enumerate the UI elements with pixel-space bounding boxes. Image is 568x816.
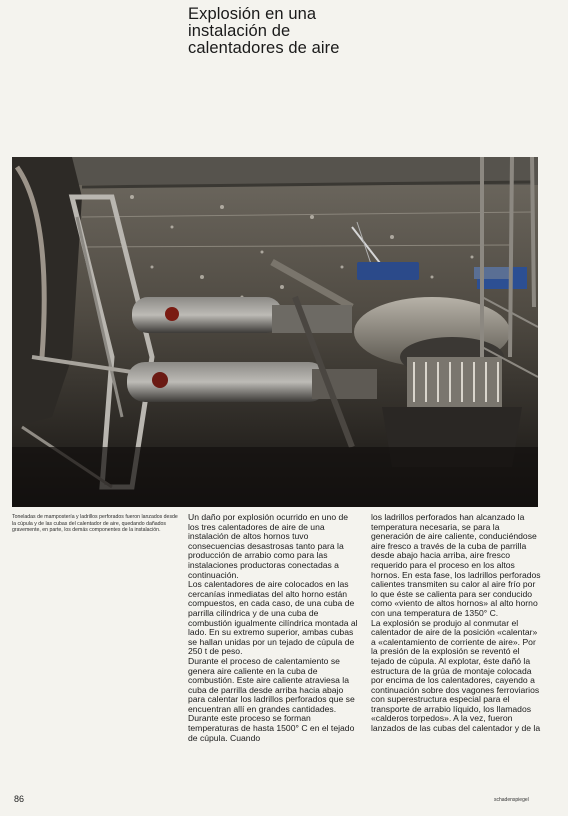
paragraph: Los calentadores de aire colocados en las cercanías inmediatas del alto horno están compuestos, en cada caso, de una cuba de parrilla cilíndrica y de una cuba de combustión igualmente cilíndrica montada al lado. En su extremo superior, ambas cubas se hallan unidas por un tejado de cúpula de 250 t de peso.: [188, 579, 358, 657]
title-line-1: Explosión en una: [188, 5, 317, 23]
paragraph: La explosión se produjo al conmutar el calentador de aire de la posición «calentar» a «calentamiento de corriente de aire». Por la presión de la explosión se reventó el tejado de cúpula. Al explotar, éste dañó la estructura de la grúa de montaje colocada por encima de los calentadores, cayendo a continuación sobre dos vagones ferroviarios con superestructura especial para el transporte de arrabio líquido, los llamados «calderos torpedos». A la vez, fueron lanzados de las cubas del calentador y de la: [371, 617, 541, 734]
title-line-2: instalación de: [188, 22, 291, 40]
article-title: [188, 6, 518, 57]
paragraph: los ladrillos perforados han alcanzado la temperatura necesaria, se para la generación de aire caliente, conduciéndose aire fresco a través de la cuba de parrilla desde abajo hacia arriba, aire fresco requerido para el proceso en los altos hornos. En esta fase, los ladrillos perforados calientes transmiten su calor al aire frío por lo que éste se calienta para ser conducido como «viento de altos hornos» al alto horno con una temperatura de 1350° C.: [371, 512, 541, 618]
title-line-3: calentadores de aire: [188, 39, 340, 57]
body-column-2: [371, 513, 543, 734]
body-column-1: [188, 513, 360, 743]
publication-credit: schadenspiegel: [494, 797, 529, 803]
paragraph: Durante el proceso de calentamiento se genera aire caliente en la cuba de combustión. Este aire caliente atraviesa la cuba de parrilla desde arriba hacia abajo para calentar los ladrillos perforados que se encuentran allí en grandes cantidades. Durante este proceso se forman temperaturas de hasta 1500° C en el tejado de cúpula. Cuando: [188, 655, 355, 743]
photo-caption: Toneladas de mampostería y ladrillos perforados fueron lanzados desde la cúpula y de las cubas del calentador de aire, quedando dañados gravemente, en parte, los demás componentes de la instalación.: [12, 514, 178, 534]
explosion-site-photo: [12, 157, 538, 507]
paragraph: Un daño por explosión ocurrido en uno de los tres calentadores de aire de una instalación de altos hornos tuvo consecuencias desastrosas tanto para la producción de arrabio como para las instalaciones productoras conectadas a continuación.: [188, 512, 349, 580]
page-number: 86: [14, 794, 25, 804]
